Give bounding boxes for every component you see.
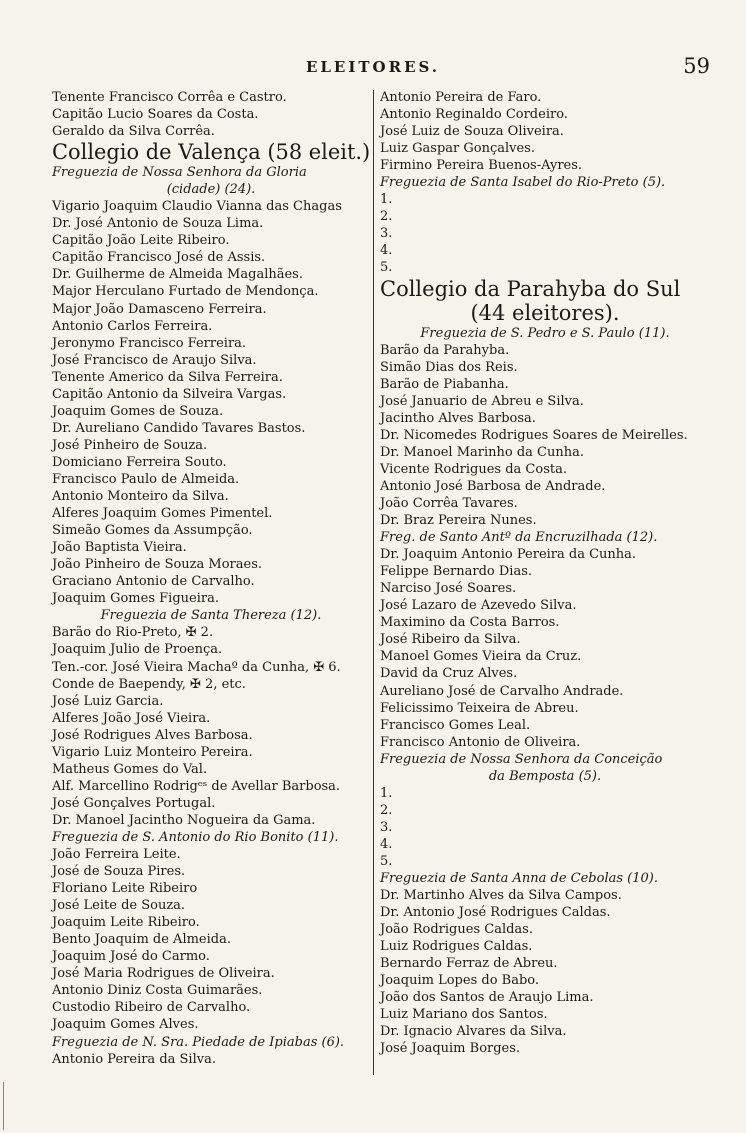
colegio-parahyba-heading-cont: (44 eleitores). <box>470 300 620 325</box>
list-item: Felippe Bernardo Dias. <box>380 564 533 580</box>
list-item: Bento Joaquim de Almeida. <box>52 932 231 948</box>
list-item: Tenente Americo da Silva Ferreira. <box>52 369 283 385</box>
list-item: Antonio José Barbosa de Andrade. <box>380 478 606 494</box>
list-item: José Leite de Souza. <box>52 898 186 914</box>
list-item: Bernardo Ferraz de Abreu. <box>380 956 558 972</box>
list-item: Graciano Antonio de Carvalho. <box>52 574 255 590</box>
list-item: Domiciano Ferreira Souto. <box>52 454 227 470</box>
list-item: Felicissimo Teixeira de Abreu. <box>380 700 579 716</box>
colegio-parahyba-heading: Collegio da Parahyba do Sul <box>380 276 681 301</box>
list-item: Alferes João José Vieira. <box>52 710 211 726</box>
list-item: Joaquim José do Carmo. <box>52 949 210 965</box>
list-item: Joaquim Gomes Alves. <box>52 1017 199 1033</box>
list-item: Dr. Ignacio Alvares da Silva. <box>380 1024 567 1040</box>
right-column <box>380 89 710 1058</box>
list-item: Ten.-cor. José Vieira Machaº da Cunha, ✠ 6. <box>52 659 341 675</box>
list-item: Vigario Luiz Monteiro Pereira. <box>52 744 253 760</box>
list-item: Vicente Rodrigues da Costa. <box>380 461 567 477</box>
list-item: José Pinheiro de Souza. <box>52 437 208 453</box>
freguezia-gloria-heading: Freguezia de Nossa Senhora da Gloria <box>52 165 307 181</box>
list-item: José Luiz Garcia. <box>52 693 164 709</box>
list-item: Antonio Monteiro da Silva. <box>52 489 229 505</box>
freguezia-santa-thereza-list <box>52 624 370 829</box>
list-item: Firmino Pereira Buenos-Ayres. <box>380 158 583 174</box>
list-item: José Francisco de Araujo Silva. <box>52 352 257 368</box>
list-item: David da Cruz Alves. <box>380 666 518 682</box>
freguezia-bemposta-heading-cont: da Bemposta (5). <box>488 768 602 784</box>
list-item: Dr. Manoel Jacintho Nogueira da Gama. <box>52 812 316 828</box>
colegio-valenca-heading: Collegio de Valença (58 eleit.) <box>52 140 371 165</box>
list-item: Dr. Nicomedes Rodrigues Soares de Meirelles. <box>380 427 688 443</box>
freguezia-gloria-list <box>52 198 370 607</box>
list-item: Barão da Parahyba. <box>380 342 510 358</box>
list-item: Dr. Braz Pereira Nunes. <box>380 513 537 529</box>
freguezia-ipiabas-list <box>52 1051 370 1068</box>
list-item: Dr. Aureliano Candido Tavares Bastos. <box>52 420 306 436</box>
left-top-list <box>52 89 370 140</box>
list-item: José Rodrigues Alves Barbosa. <box>52 727 253 743</box>
page-header <box>0 54 746 82</box>
list-item: Floriano Leite Ribeiro <box>52 881 198 897</box>
list-item: José Maria Rodrigues de Oliveira. <box>52 966 275 982</box>
list-item: Joaquim Leite Ribeiro. <box>52 915 200 931</box>
list-item: Barão do Rio-Preto, ✠ 2. <box>52 625 214 641</box>
list-item: Capitão Francisco José de Assis. <box>52 250 266 266</box>
list-item: João Pinheiro de Souza Moraes. <box>52 557 263 573</box>
list-item: Vigario Joaquim Claudio Vianna das Chagas <box>52 199 342 215</box>
list-item: Simeão Gomes da Assumpção. <box>52 523 253 539</box>
list-item: Alferes Joaquim Gomes Pimentel. <box>52 506 273 522</box>
list-item: 4. <box>380 836 393 852</box>
list-item: Barão de Piabanha. <box>380 376 509 392</box>
list-item: Dr. José Antonio de Souza Lima. <box>52 216 264 232</box>
list-item: Maximino da Costa Barros. <box>380 615 560 631</box>
right-top-list <box>380 89 710 174</box>
column-divider <box>373 90 374 1075</box>
list-item: Antonio Reginaldo Cordeiro. <box>380 107 568 123</box>
list-item: José Ribeiro da Silva. <box>380 632 521 648</box>
page-number: 59 <box>683 54 710 78</box>
list-item: Dr. Martinho Alves da Silva Campos. <box>380 888 622 904</box>
list-item: Dr. Guilherme de Almeida Magalhães. <box>52 267 303 283</box>
list-item: 2. <box>380 802 393 818</box>
list-item: Joaquim Julio de Proença. <box>52 642 223 658</box>
list-item: Jacintho Alves Barbosa. <box>380 410 536 426</box>
list-item: João Corrêa Tavares. <box>380 495 518 511</box>
freguezia-santa-thereza-heading: Freguezia de Santa Thereza (12). <box>100 608 322 624</box>
list-item: Joaquim Lopes do Babo. <box>380 973 540 989</box>
list-item: Matheus Gomes do Val. <box>52 761 208 777</box>
freguezia-s-pedro-list <box>380 342 710 530</box>
list-item: 1. <box>380 192 393 208</box>
list-item: João Ferreira Leite. <box>52 847 181 863</box>
list-item: 4. <box>380 243 393 259</box>
list-item: Tenente Francisco Corrêa e Castro. <box>52 90 287 105</box>
list-item: João dos Santos de Araujo Lima. <box>380 990 594 1006</box>
list-item: 5. <box>380 260 393 276</box>
list-item: Joaquim Gomes de Souza. <box>52 403 224 419</box>
freguezia-bemposta-heading: Freguezia de Nossa Senhora da Conceição <box>380 751 663 767</box>
list-item: José Luiz de Souza Oliveira. <box>380 124 564 140</box>
list-item: Narciso José Soares. <box>380 581 517 597</box>
list-item: Dr. Antonio José Rodrigues Caldas. <box>380 905 611 921</box>
list-item: Francisco Paulo de Almeida. <box>52 471 240 487</box>
page-title: ELEITORES. <box>305 58 441 76</box>
list-item: José Joaquim Borges. <box>380 1041 521 1057</box>
list-item: Alf. Marcellino Rodrigᵉˢ de Avellar Barbosa. <box>52 778 341 794</box>
list-item: Antonio Pereira de Faro. <box>380 90 542 105</box>
list-item: Luiz Mariano dos Santos. <box>380 1007 548 1023</box>
list-item: Jeronymo Francisco Ferreira. <box>52 335 247 351</box>
list-item: João Baptista Vieira. <box>52 540 187 556</box>
list-item: Custodio Ribeiro de Carvalho. <box>52 1000 251 1016</box>
freguezia-encruzilhada-list <box>380 546 710 751</box>
list-item: Dr. Joaquim Antonio Pereira da Cunha. <box>380 547 637 563</box>
list-item: 3. <box>380 819 393 835</box>
list-item: 3. <box>380 226 393 242</box>
list-item: Major João Damasceno Ferreira. <box>52 301 267 317</box>
list-item: Major Herculano Furtado de Mendonça. <box>52 284 319 300</box>
list-item: 5. <box>380 853 393 869</box>
left-column <box>52 89 370 1068</box>
list-item: Geraldo da Silva Corrêa. <box>52 124 215 140</box>
list-item: Dr. Manoel Marinho da Cunha. <box>380 444 585 460</box>
list-item: Antonio Diniz Costa Guimarães. <box>52 983 263 999</box>
list-item: 2. <box>380 209 393 225</box>
list-item: Simão Dias dos Reis. <box>380 359 518 375</box>
list-item: José Gonçalves Portugal. <box>52 795 216 811</box>
list-item: José Lazaro de Azevedo Silva. <box>380 598 577 614</box>
list-item: José de Souza Pires. <box>52 864 186 880</box>
freguezia-encruzilhada-heading: Freg. de Santo Antº da Encruzilhada (12). <box>380 530 658 546</box>
list-item: José Januario de Abreu e Silva. <box>380 393 584 409</box>
list-item: 1. <box>380 785 393 801</box>
list-item: Antonio Pereira da Silva. <box>52 1051 216 1067</box>
freguezia-ipiabas-heading: Freguezia de N. Sra. Piedade de Ipiabas (6). <box>52 1034 345 1050</box>
list-item: Antonio Carlos Ferreira. <box>52 318 213 334</box>
list-item: Capitão Lucio Soares da Costa. <box>52 107 259 123</box>
freguezia-rio-bonito-list <box>52 846 370 1034</box>
list-item: Capitão João Leite Ribeiro. <box>52 233 230 249</box>
freguezia-bemposta-numbers <box>380 785 710 870</box>
list-item: Manoel Gomes Vieira da Cruz. <box>380 649 582 665</box>
list-item: Capitão Antonio da Silveira Vargas. <box>52 386 287 402</box>
list-item: Joaquim Gomes Figueira. <box>52 591 219 607</box>
list-item: João Rodrigues Caldas. <box>380 922 533 938</box>
list-item: Luiz Gaspar Gonçalves. <box>380 141 535 157</box>
freguezia-gloria-heading-cont: (cidade) (24). <box>166 182 256 198</box>
freguezia-santa-isabel-numbers <box>380 191 710 276</box>
freguezia-cebolas-heading: Freguezia de Santa Anna de Cebolas (10). <box>380 871 658 887</box>
freguezia-santa-isabel-heading: Freguezia de Santa Isabel do Rio-Preto (5). <box>380 175 666 191</box>
page-edge-mark <box>3 1082 4 1130</box>
list-item: Francisco Antonio de Oliveira. <box>380 734 581 750</box>
freguezia-s-pedro-heading: Freguezia de S. Pedro e S. Paulo (11). <box>420 325 670 341</box>
freguezia-rio-bonito-heading: Freguezia de S. Antonio do Rio Bonito (11). <box>52 829 339 845</box>
list-item: Luiz Rodrigues Caldas. <box>380 939 533 955</box>
list-item: Francisco Gomes Leal. <box>380 717 531 733</box>
list-item: Aureliano José de Carvalho Andrade. <box>380 683 624 699</box>
freguezia-cebolas-list <box>380 887 710 1057</box>
list-item: Conde de Baependy, ✠ 2, etc. <box>52 676 246 692</box>
